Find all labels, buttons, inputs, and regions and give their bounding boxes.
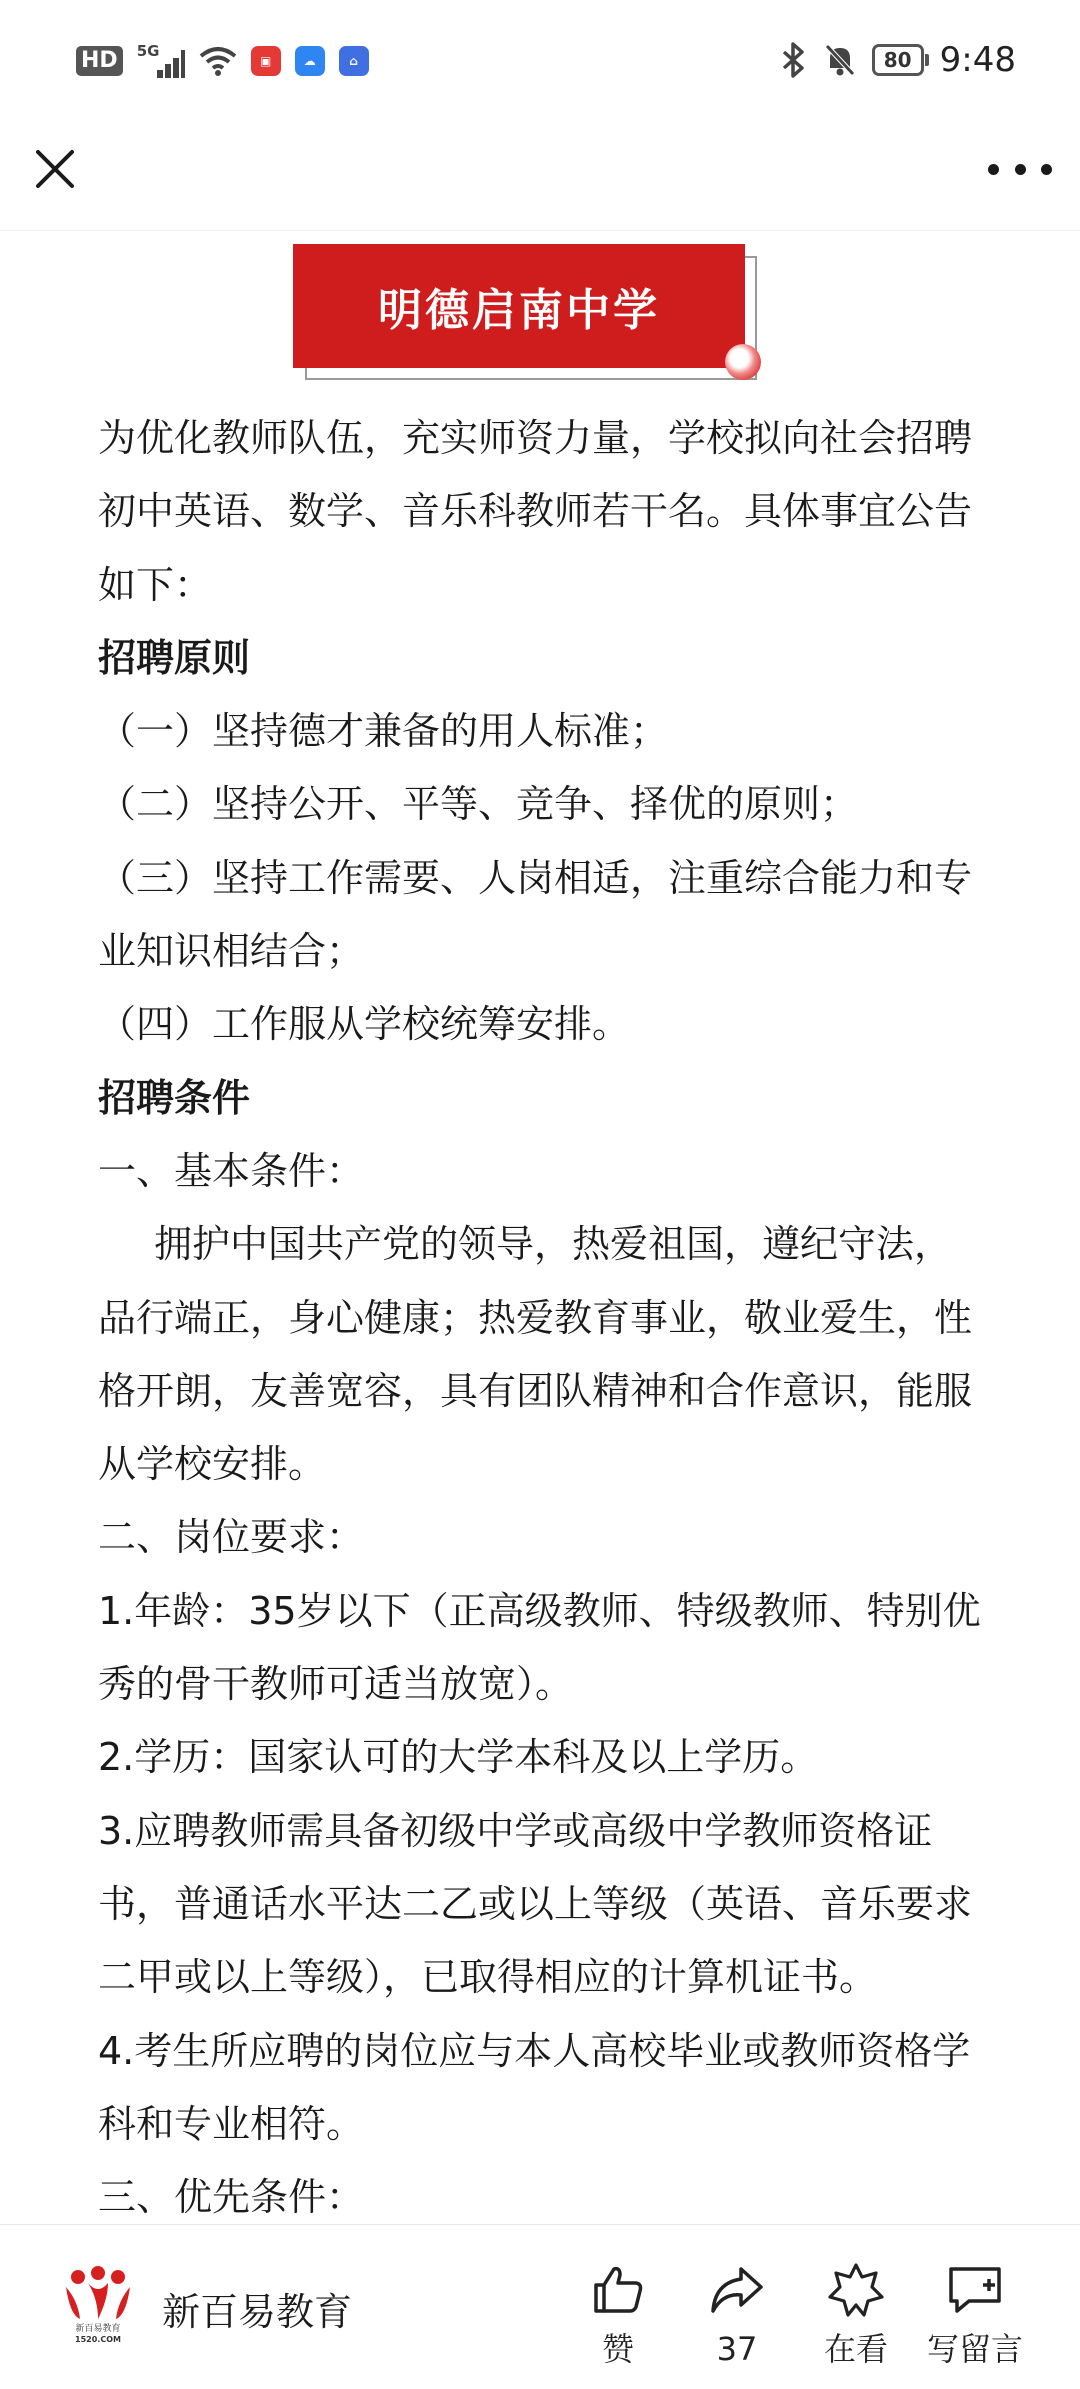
share-count: 37 <box>716 2330 758 2368</box>
clock: 9:48 <box>939 40 1016 80</box>
top-nav-bar <box>0 120 1080 231</box>
news-app-icon: ▣ <box>251 46 281 76</box>
like-label: 赞 <box>601 2330 634 2368</box>
more-dot-icon <box>1015 164 1026 175</box>
principle-item: （二）坚持公开、平等、竞争、择优的原则； <box>98 782 859 827</box>
requirement-item: 4.考生所应聘的岗位应与本人高校毕业或教师资格学科和专业相符。 <box>98 2028 971 2146</box>
thumbs-up-icon <box>590 2261 646 2317</box>
logo-url-text: 1520.COM <box>75 2335 121 2344</box>
banner-decoration <box>725 344 761 380</box>
bluetooth-icon <box>780 42 808 78</box>
principle-item: （三）坚持工作需要、人岗相适，注重综合能力和专业知识相结合； <box>98 855 973 974</box>
subsection-heading: 二、岗位要求： <box>98 1515 365 1560</box>
battery-level: 80 <box>883 48 912 72</box>
cloud-app-icon: ☁ <box>295 46 325 76</box>
notification-muted-icon <box>824 43 856 77</box>
article-body <box>98 402 986 2234</box>
account-logo-icon <box>62 2265 134 2345</box>
basic-conditions-paragraph: 拥护中国共产党的领导，热爱祖国，遵纪守法，品行端正，身心健康；热爱教育事业，敬业爱生，性格开朗，友善宽容，具有团队精神和合作意识，能服从学校安排。 <box>98 1222 973 1487</box>
section-heading: 招聘条件 <box>98 1075 251 1120</box>
comment-plus-icon <box>945 2261 1005 2317</box>
account-name[interactable]: 新百易教育 <box>162 2290 353 2334</box>
close-icon <box>28 142 82 196</box>
status-bar-right <box>780 40 1016 80</box>
write-comment-button[interactable] <box>920 2261 1030 2369</box>
bottom-action-bar <box>0 2224 1080 2389</box>
subsection-heading: 一、基本条件： <box>98 1148 365 1193</box>
wifi-icon <box>199 46 237 76</box>
status-bar <box>0 0 1080 120</box>
section-heading: 招聘原则 <box>98 635 251 680</box>
intro-paragraph: 为优化教师队伍，充实师资力量，学校拟向社会招聘初中英语、数学、音乐科教师若干名。具体事宜公告如下： <box>98 416 973 607</box>
like-button[interactable] <box>563 2261 673 2369</box>
status-bar-left <box>76 44 369 78</box>
school-banner <box>293 244 757 384</box>
requirement-item: 1.年龄：35岁以下（正高级教师、特级教师、特别优秀的骨干教师可适当放宽）。 <box>98 1588 981 1707</box>
close-button[interactable] <box>28 142 82 196</box>
network-type-label: 5G <box>136 42 160 60</box>
requirement-item: 3.应聘教师需具备初级中学或高级中学教师资格证书，普通话水平达二乙或以上等级（英语、音乐要求二甲或以上等级），已取得相应的计算机证书。 <box>98 1808 973 2000</box>
cellular-signal-icon <box>137 44 185 78</box>
banner-title: 明德启南中学 <box>293 244 745 368</box>
more-dot-icon <box>988 164 999 175</box>
battery-indicator <box>872 44 924 76</box>
requirement-item: 2.学历：国家认可的大学本科及以上学历。 <box>98 1735 819 1780</box>
share-button[interactable] <box>682 2261 792 2369</box>
more-dot-icon <box>1041 164 1052 175</box>
watching-star-icon <box>828 2261 884 2317</box>
account-logo[interactable] <box>62 2265 134 2345</box>
logo-caption: 新百易教育 <box>75 2324 121 2334</box>
shopping-app-icon: ⌂ <box>339 46 369 76</box>
write-comment-label: 写留言 <box>926 2330 1023 2368</box>
principle-item: （一）坚持德才兼备的用人标准； <box>98 709 669 754</box>
subsection-heading: 三、优先条件： <box>98 2175 365 2220</box>
share-arrow-icon <box>709 2261 765 2317</box>
principle-item: （四）工作服从学校统筹安排。 <box>98 1002 631 1047</box>
watching-button[interactable] <box>801 2261 911 2369</box>
watching-label: 在看 <box>823 2330 888 2368</box>
hd-indicator: HD <box>76 46 123 76</box>
more-options-button[interactable] <box>988 142 1052 196</box>
